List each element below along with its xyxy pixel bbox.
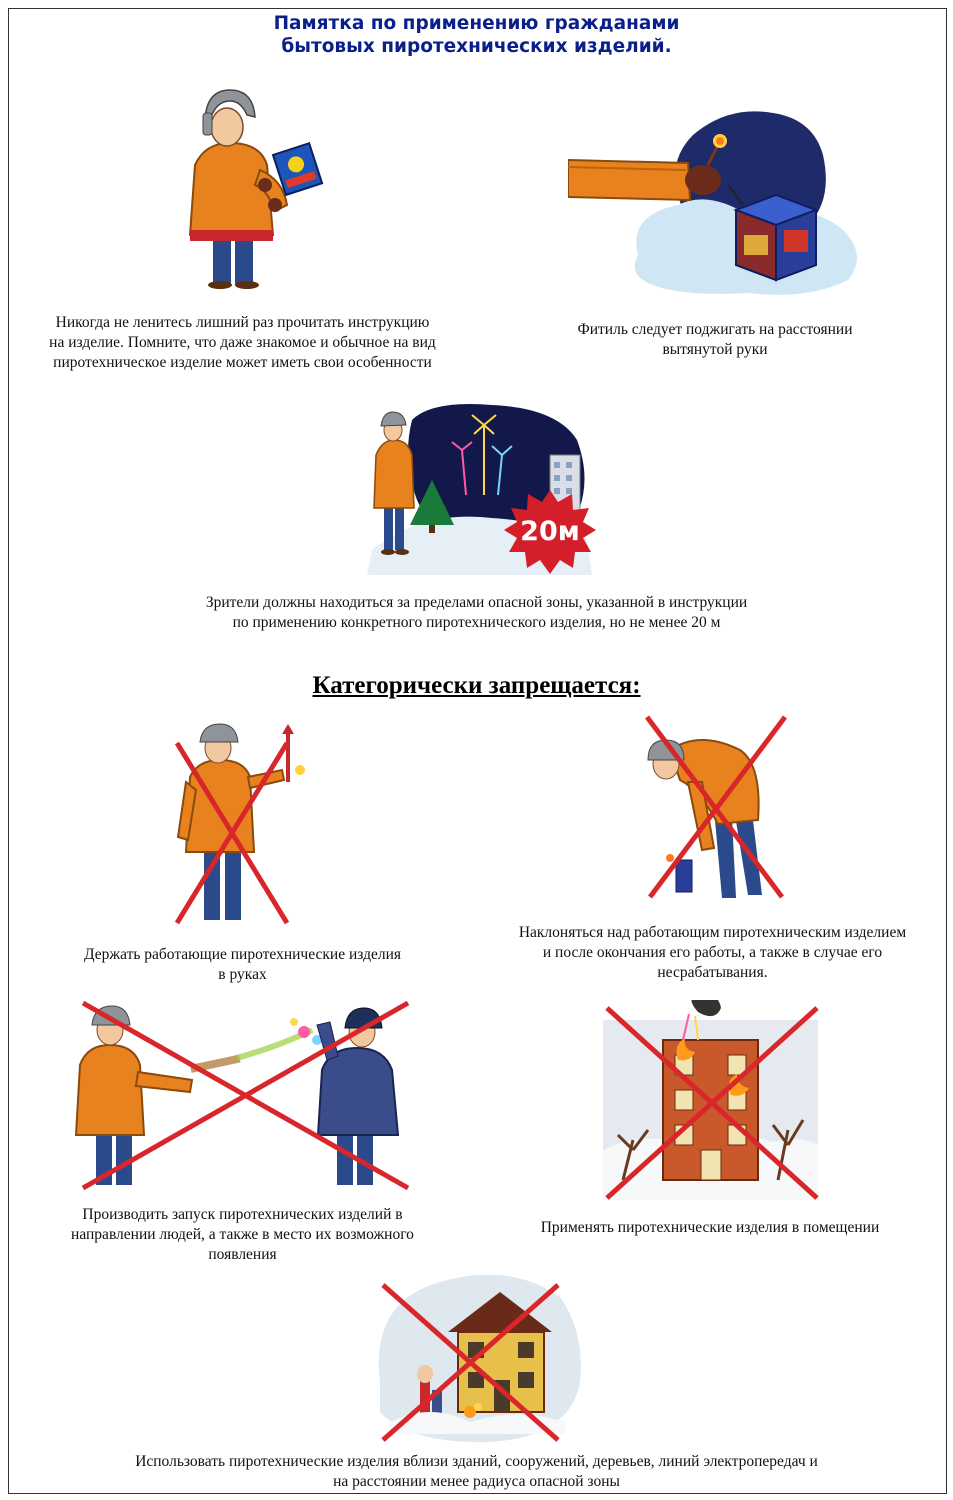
- cross-icon: [378, 1280, 563, 1445]
- forbidden-2-caption: [485, 923, 940, 983]
- rule-3-line-1: Зрители должны находиться за пределами опасной зоны, указанной в инструкции: [205, 594, 748, 611]
- rule-1-line-1: Никогда не ленитесь лишний раз прочитать инструкцию: [55, 314, 430, 331]
- rule-3-line-2: по применению конкретного пиротехнического изделия, но не менее 20 м: [232, 614, 721, 631]
- forbidden-3-line-2: направлении людей, а также в место их возможного: [71, 1226, 414, 1243]
- forbidden-3-line-3: появления: [208, 1246, 277, 1263]
- rule-1-line-2: на изделие. Помните, что даже знакомое и обычное на вид: [49, 334, 436, 351]
- page-title-line-1: Памятка по применению гражданами: [273, 13, 680, 34]
- rule-1-line-3: пиротехническое изделие может иметь свои особенности: [53, 354, 432, 371]
- rule-2-line-2: вытянутой руки: [662, 341, 768, 358]
- page-title: [0, 12, 953, 58]
- distance-badge-label: 20м: [520, 516, 580, 547]
- cross-icon: [78, 998, 413, 1193]
- distance-badge: [503, 488, 597, 578]
- page-title-line-2: бытовых пиротехнических изделий.: [281, 36, 672, 57]
- forbidden-1-caption: [40, 945, 445, 985]
- forbidden-5-line-1: Использовать пиротехнические изделия вблизи зданий, сооружений, деревьев, линий электропередач и: [135, 1453, 818, 1470]
- rule-2-line-1: Фитиль следует поджигать на расстоянии: [577, 321, 853, 338]
- cross-icon: [642, 712, 790, 904]
- forbidden-2-line-1: Наклоняться над работающим пиротехническим изделием: [518, 924, 907, 941]
- forbidden-4-caption: [500, 1218, 920, 1238]
- cross-icon: [602, 1003, 822, 1203]
- forbidden-4-line-1: Применять пиротехнические изделия в помещении: [540, 1219, 880, 1236]
- forbidden-5-caption: [40, 1452, 913, 1492]
- rule-1-caption: [15, 313, 470, 373]
- illustration-man-reading-instructions: [175, 85, 325, 290]
- illustration-lighting-fuse: [568, 105, 868, 300]
- forbidden-2-line-2: и после окончания его работы, а также в случае его: [542, 944, 883, 961]
- forbidden-5-line-2: на расстоянии менее радиуса опасной зоны: [333, 1473, 620, 1490]
- forbidden-2-line-3: несрабатывания.: [657, 964, 768, 981]
- forbidden-1-line-1: Держать работающие пиротехнические изделия: [83, 946, 402, 963]
- forbidden-3-line-1: Производить запуск пиротехнических изделий в: [82, 1206, 403, 1223]
- forbidden-3-caption: [35, 1205, 450, 1265]
- rule-3-caption: [120, 593, 833, 633]
- forbidden-heading: Категорически запрещается:: [312, 672, 641, 699]
- forbidden-1-line-2: в руках: [218, 966, 267, 983]
- cross-icon: [172, 738, 292, 928]
- rule-2-caption: [520, 320, 910, 360]
